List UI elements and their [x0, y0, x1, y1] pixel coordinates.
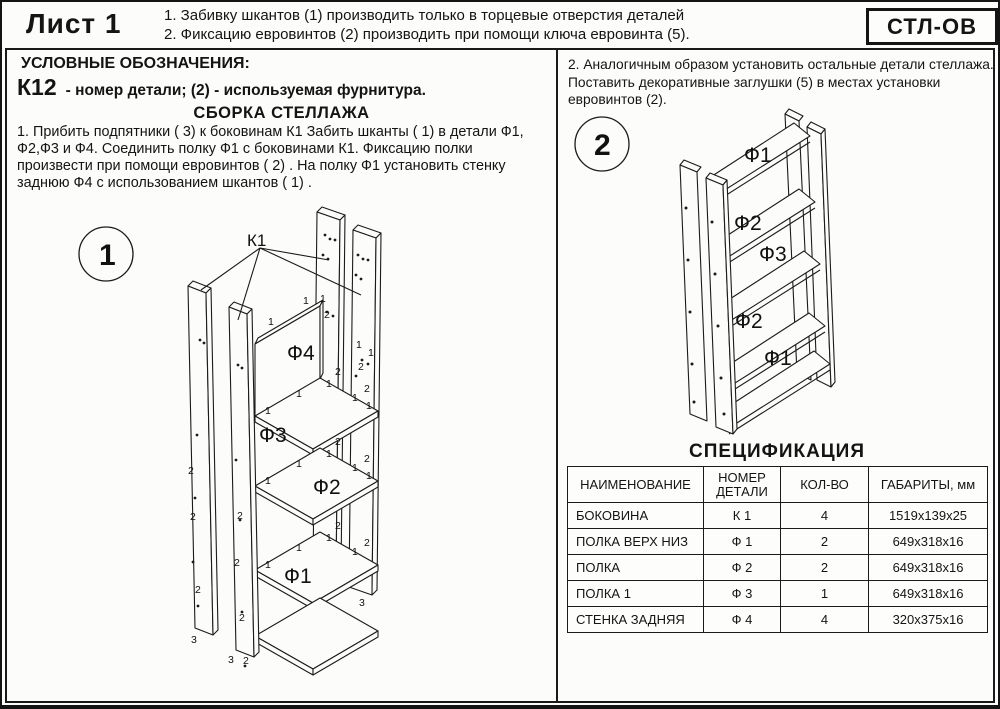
spec-row: [568, 555, 988, 581]
note-line-1: 1. Забивку шкантов (1) производить только в торцевые отверстия деталей: [164, 7, 685, 24]
note-line-2: 2. Фиксацию евровинтов (2) производить при помощи ключа евровинта (5).: [164, 26, 690, 43]
dowel-mark: 1: [368, 347, 374, 359]
main-frame: [5, 48, 995, 703]
spec-cell-qty: 2: [781, 529, 869, 555]
screw-mark: 2: [364, 383, 370, 395]
screw-mark: 2: [190, 511, 196, 523]
dowel-mark: 1: [326, 378, 332, 390]
spec-col-part: НОМЕР ДЕТАЛИ: [704, 467, 781, 503]
spec-table: [567, 466, 988, 633]
dowel-mark: 1: [268, 316, 274, 328]
side-panel-front-inner: [706, 173, 737, 434]
dowel-mark: 1: [352, 462, 358, 474]
dowel-mark: 1: [326, 448, 332, 460]
spec-cell-part: Ф 2: [704, 555, 781, 581]
spec-cell-size: 649х318х16: [869, 529, 988, 555]
spec-cell-size: 1519х139х25: [869, 503, 988, 529]
spec-col-qty: КОЛ-ВО: [781, 467, 869, 503]
dowel-mark: 1: [296, 458, 302, 470]
spec-cell-qty: 4: [781, 607, 869, 633]
step2-panel: [560, 50, 993, 701]
dowel-mark: 1: [265, 475, 271, 487]
screw-mark: 2: [239, 612, 245, 624]
step1-panel: [7, 50, 558, 701]
spec-cell-size: 320х375х16: [869, 607, 988, 633]
spec-cell-part: К 1: [704, 503, 781, 529]
dowel-mark: 1: [356, 339, 362, 351]
dowel-mark: 1: [366, 400, 372, 412]
spec-row: [568, 503, 988, 529]
dowel-mark: 1: [296, 542, 302, 554]
screw-mark: 2: [335, 520, 341, 532]
dowel-mark: 1: [303, 295, 309, 307]
screw-mark: 2: [358, 361, 364, 373]
step2-instructions: 2. Аналогичным образом установить остальные детали стеллажа. Поставить декоративные заглушки (5) в местах установки евровинтов (2).: [568, 57, 994, 107]
screw-mark: 2: [335, 366, 341, 378]
spec-cell-qty: 1: [781, 581, 869, 607]
spec-row: [568, 529, 988, 555]
spec-cell-name: ПОЛКА ВЕРХ НИЗ: [568, 529, 704, 555]
foot-mark: 3: [191, 634, 197, 646]
part-label-f4: Ф4: [287, 342, 315, 365]
legend-part-code-row: [17, 74, 426, 101]
dowel-mark: 1: [366, 470, 372, 482]
step1-number: 1: [99, 239, 116, 272]
part-label-f3: Ф3: [259, 424, 287, 447]
spec-col-size: ГАБАРИТЫ, мм: [869, 467, 988, 503]
shelf-label-1: Ф1: [744, 144, 772, 167]
shelf-label-2: Ф2: [734, 212, 762, 235]
foot-mark: 3: [359, 597, 365, 609]
part-label-k1: К1: [247, 231, 267, 250]
spec-row: [568, 581, 988, 607]
shelf-label-4: Ф2: [735, 310, 763, 333]
spec-cell-size: 649х318х16: [869, 581, 988, 607]
screw-mark: 2: [364, 453, 370, 465]
dowel-mark: 1: [296, 388, 302, 400]
dowel-mark: 1: [352, 546, 358, 558]
part-label-f1: Ф1: [284, 565, 312, 588]
spec-title: СПЕЦИФИКАЦИЯ: [689, 441, 865, 462]
spec-cell-qty: 4: [781, 503, 869, 529]
dowel-mark: 1: [265, 559, 271, 571]
spec-cell-part: Ф 3: [704, 581, 781, 607]
step1-instructions: 1. Прибить подпятники ( 3) к боковинам К1 Забить шканты ( 1) в детали Ф1, Ф2,Ф3 и Ф4. Соединить полку Ф1 с боковинами К1. Фиксацию полки произвести при помощи евровинтов ( 2) . На полку Ф1 установить стенку заднюю Ф4 с использованием шкантов ( 1) .: [17, 124, 524, 191]
shelf-label-3: Ф3: [759, 243, 787, 266]
doc-code-box: [866, 8, 998, 45]
header: [2, 2, 998, 48]
spec-header-row: [568, 467, 988, 503]
spec-cell-name: БОКОВИНА: [568, 503, 704, 529]
dowel-mark: 1: [265, 405, 271, 417]
assembly-section-title: СБОРКА СТЕЛЛАЖА: [193, 104, 370, 122]
header-notes: [164, 6, 690, 44]
legend-part-desc: - номер детали; (2) - используемая фурнитура.: [65, 82, 426, 99]
doc-code: СТЛ-ОВ: [887, 13, 977, 39]
shelf-label-5: Ф1: [764, 347, 792, 370]
screw-mark: 2: [364, 537, 370, 549]
step2-number-badge: [575, 117, 629, 171]
part-label-f2: Ф2: [313, 476, 341, 499]
side-panel-back-outer: [807, 122, 835, 387]
side-panel-left-outer: [188, 281, 218, 635]
sheet-title: Лист 1: [26, 8, 122, 39]
spec-row: [568, 607, 988, 633]
screw-mark: 2: [335, 436, 341, 448]
legend-part-code: К12: [17, 74, 57, 100]
dowel-mark: 1: [326, 532, 332, 544]
spec-cell-name: ПОЛКА: [568, 555, 704, 581]
spec-cell-name: СТЕНКА ЗАДНЯЯ: [568, 607, 704, 633]
spec-cell-part: Ф 4: [704, 607, 781, 633]
legend-title: УСЛОВНЫЕ ОБОЗНАЧЕНИЯ:: [21, 55, 250, 72]
spec-col-name: НАИМЕНОВАНИЕ: [568, 467, 704, 503]
side-panel-front-outer: [680, 160, 707, 421]
step1-number-badge: [79, 227, 133, 281]
spec-cell-part: Ф 1: [704, 529, 781, 555]
dowel-mark: 1: [352, 392, 358, 404]
screw-mark: 2: [243, 655, 249, 667]
screw-mark: 2: [237, 510, 243, 522]
screw-mark: 2: [324, 309, 330, 321]
spec-cell-qty: 2: [781, 555, 869, 581]
spec-cell-size: 649х318х16: [869, 555, 988, 581]
shelf-d: [255, 598, 378, 675]
foot-mark: 3: [228, 654, 234, 666]
screw-mark: 2: [188, 465, 194, 477]
screw-mark: 2: [234, 557, 240, 569]
step2-number: 2: [594, 129, 611, 162]
screw-mark: 2: [195, 584, 201, 596]
spec-cell-name: ПОЛКА 1: [568, 581, 704, 607]
dowel-mark: 1: [320, 293, 326, 305]
